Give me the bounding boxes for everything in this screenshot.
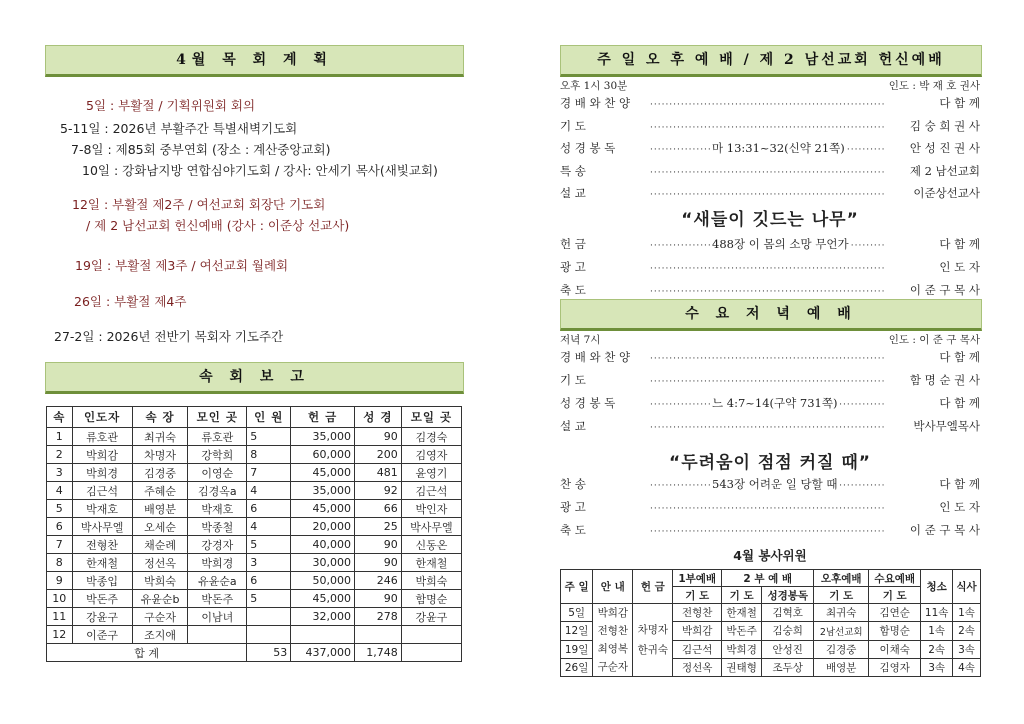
table-cell: 박사무엘 — [401, 518, 461, 536]
order-person: 인 도 자 — [939, 260, 980, 274]
col-subheader: 기 도 — [673, 587, 722, 604]
evening-service-header: 수 요 저 녁 예 배 — [560, 299, 982, 331]
table-cell: 박희숙 — [401, 572, 461, 590]
order-label: 경 배 와 찬 양 — [560, 96, 631, 110]
table-cell: 박돈주 — [188, 590, 247, 608]
leader-dots — [650, 372, 885, 390]
order-person: 이준상선교사 — [913, 186, 980, 200]
order-label: 광 고 — [560, 260, 586, 274]
plan-item: 12일 : 부활절 제2주 / 여선교회 회장단 기도회 — [72, 197, 326, 212]
table-cell: 2 — [47, 446, 73, 464]
leader-dots — [650, 522, 885, 540]
order-label: 기 도 — [560, 373, 586, 387]
plan-item: / 제 2 남선교회 헌신예배 (강사 : 이준상 선교사) — [86, 218, 350, 233]
table-cell: 60,000 — [291, 446, 355, 464]
table-header-row — [47, 407, 462, 428]
cell: 김근석 — [673, 640, 722, 658]
plan-item: 10일 : 강화남지방 연합심야기도회 / 강사: 안세기 목사(새빛교회) — [82, 163, 438, 178]
table-row — [47, 554, 462, 572]
total-label: 합 계 — [47, 644, 247, 662]
table-cell: 4 — [47, 482, 73, 500]
table-row — [47, 500, 462, 518]
table-cell: 40,000 — [291, 536, 355, 554]
order-label: 헌 금 — [560, 237, 586, 251]
col-header: 주 일 — [561, 570, 593, 604]
table-cell: 이영순 — [188, 464, 247, 482]
col-header: 오후예배 — [814, 570, 869, 587]
table-cell: 30,000 — [291, 554, 355, 572]
table-cell: 강경자 — [188, 536, 247, 554]
col-header: 청소 — [921, 570, 953, 604]
order-label: 광 고 — [560, 500, 586, 514]
cell: 박희감 — [673, 622, 722, 640]
col-header: 속 장 — [132, 407, 188, 428]
cell: 김경중 — [814, 640, 869, 658]
table-cell — [291, 626, 355, 644]
table-cell: 4 — [247, 482, 291, 500]
table-cell: 윤영기 — [401, 464, 461, 482]
plan-item: 7-8일 : 제85회 중부연회 (장소 : 계산중앙교회) — [71, 142, 331, 157]
afternoon-time: 오후 1시 30분 — [560, 80, 628, 92]
cell: 김혁호 — [762, 604, 814, 622]
order-detail: 느 4:7~14(구약 731쪽) — [712, 396, 838, 410]
table-cell: 278 — [355, 608, 402, 626]
order-row — [560, 395, 980, 411]
col-header: 식사 — [953, 570, 981, 604]
table-row — [47, 446, 462, 464]
table-cell: 채순례 — [132, 536, 188, 554]
cell: 권태형 — [722, 658, 762, 676]
table-cell: 박희경 — [72, 464, 132, 482]
order-label: 축 도 — [560, 523, 586, 537]
cell: 4속 — [953, 658, 981, 676]
table-cell: 강윤구 — [72, 608, 132, 626]
table-cell: 박재호 — [72, 500, 132, 518]
leader-dots — [650, 118, 885, 136]
cell: 1속 — [953, 604, 981, 622]
table-row — [47, 608, 462, 626]
table-cell: 7 — [247, 464, 291, 482]
table-cell: 박사무엘 — [72, 518, 132, 536]
order-row — [560, 95, 980, 111]
total-row — [47, 644, 462, 662]
cell: 3속 — [921, 658, 953, 676]
order-label: 성 경 봉 독 — [560, 396, 616, 410]
col-header: 1부예배 — [673, 570, 722, 587]
order-detail: 488장 이 몸의 소망 무언가 — [712, 237, 849, 251]
order-detail: 마 13:31~32(신약 21쪽) — [712, 141, 845, 155]
offering-name: 차명자 — [637, 624, 669, 636]
total-bible: 1,748 — [355, 644, 402, 662]
table-cell: 66 — [355, 500, 402, 518]
table-cell: 90 — [355, 428, 402, 446]
table-cell: 6 — [47, 518, 73, 536]
col-header: 2 부 예 배 — [722, 570, 814, 587]
table-cell: 50,000 — [291, 572, 355, 590]
table-cell: 유윤순b — [132, 590, 188, 608]
order-person: 김 숭 희 권 사 — [909, 118, 980, 133]
cell: 정선옥 — [673, 658, 722, 676]
cell: 함명순 — [869, 622, 921, 640]
table-cell: 정선옥 — [132, 554, 188, 572]
table-row — [47, 428, 462, 446]
cell: 19일 — [561, 640, 593, 658]
col-header: 헌 금 — [633, 570, 673, 604]
col-subheader: 기 도 — [869, 587, 921, 604]
table-cell: 한재철 — [401, 554, 461, 572]
table-cell: 200 — [355, 446, 402, 464]
col-header: 모일 곳 — [401, 407, 461, 428]
table-row — [47, 482, 462, 500]
cell: 2남선교회 — [814, 622, 869, 640]
table-cell: 3 — [47, 464, 73, 482]
table-cell: 5 — [247, 428, 291, 446]
table-cell: 45,000 — [291, 464, 355, 482]
cell: 김영자 — [869, 658, 921, 676]
cell: 안성진 — [762, 640, 814, 658]
table-cell: 전형찬 — [72, 536, 132, 554]
table-cell: 박돈주 — [72, 590, 132, 608]
table-cell: 246 — [355, 572, 402, 590]
table-cell: 박인자 — [401, 500, 461, 518]
table-cell: 김경옥a — [188, 482, 247, 500]
afternoon-sermon-title: “새들이 깃드는 나무” — [681, 210, 859, 230]
order-label: 찬 송 — [560, 477, 586, 491]
table-cell: 90 — [355, 536, 402, 554]
order-person: 함 명 순 권 사 — [909, 373, 980, 387]
guide-name: 최영복 — [597, 643, 628, 655]
cell: 최귀숙 — [814, 604, 869, 622]
table-row — [47, 626, 462, 644]
total-offering: 437,000 — [291, 644, 355, 662]
table-cell — [247, 626, 291, 644]
order-row — [560, 163, 980, 179]
order-person: 다 함 께 — [939, 237, 980, 251]
table-cell: 주혜순 — [132, 482, 188, 500]
order-row — [560, 236, 980, 252]
table-cell: 이남녀 — [188, 608, 247, 626]
table-cell: 35,000 — [291, 428, 355, 446]
cell: 박돈주 — [722, 622, 762, 640]
cell: 11속 — [921, 604, 953, 622]
leader-dots — [650, 163, 885, 181]
order-person: 이 준 구 목 사 — [909, 523, 980, 537]
table-cell: 차명자 — [132, 446, 188, 464]
table-cell: 481 — [355, 464, 402, 482]
order-row — [560, 372, 980, 388]
col-header: 성 경 — [355, 407, 402, 428]
table-cell: 박희감 — [72, 446, 132, 464]
col-header: 모인 곳 — [188, 407, 247, 428]
evening-leader: 인도 : 이 준 구 목사 — [888, 334, 980, 346]
order-row — [560, 185, 980, 201]
cell: 5일 — [561, 604, 593, 622]
cell: 김연순 — [869, 604, 921, 622]
order-label: 설 교 — [560, 186, 586, 200]
plan-item: 26일 : 부활절 제4주 — [74, 294, 187, 309]
cell: 26일 — [561, 658, 593, 676]
table-cell — [401, 626, 461, 644]
guide-cell — [593, 604, 633, 677]
table-cell: 강학희 — [188, 446, 247, 464]
plan-section-header: 4월 목 회 계 획 — [45, 45, 464, 77]
table-cell: 박종철 — [188, 518, 247, 536]
leader-dots — [650, 499, 885, 517]
order-row — [560, 418, 980, 434]
cell: 3속 — [953, 640, 981, 658]
total-people: 53 — [247, 644, 291, 662]
order-row — [560, 259, 980, 275]
order-detail: 543장 어려운 일 당할 때 — [712, 477, 838, 491]
guide-name: 전형찬 — [597, 625, 628, 637]
table-cell: 90 — [355, 590, 402, 608]
table-cell: 배영분 — [132, 500, 188, 518]
order-row — [560, 499, 980, 515]
table-cell: 11 — [47, 608, 73, 626]
order-person: 안 성 진 권 사 — [909, 141, 980, 155]
table-row — [561, 604, 981, 622]
table-cell: 6 — [247, 572, 291, 590]
order-label: 경 배 와 찬 양 — [560, 350, 631, 364]
leader-dots — [650, 418, 885, 436]
order-person: 제 2 남선교회 — [909, 163, 980, 178]
table-cell: 김영자 — [401, 446, 461, 464]
cell: 12일 — [561, 622, 593, 640]
table-cell: 35,000 — [291, 482, 355, 500]
order-label: 성 경 봉 독 — [560, 141, 616, 155]
leader-dots — [650, 259, 885, 277]
table-cell: 강윤구 — [401, 608, 461, 626]
order-person: 다 함 께 — [939, 477, 980, 491]
table-cell: 1 — [47, 428, 73, 446]
table-row — [47, 518, 462, 536]
table-cell: 5 — [47, 500, 73, 518]
table-cell: 김경숙 — [401, 428, 461, 446]
table-cell: 92 — [355, 482, 402, 500]
cell: 2속 — [921, 640, 953, 658]
order-label: 특 송 — [560, 163, 586, 178]
table-cell: 신동온 — [401, 536, 461, 554]
order-person: 이 준 구 목 사 — [909, 283, 980, 297]
col-subheader: 기 도 — [722, 587, 762, 604]
table-cell: 류호관 — [72, 428, 132, 446]
table-cell: 5 — [247, 590, 291, 608]
table-cell — [355, 626, 402, 644]
table-cell: 김근석 — [72, 482, 132, 500]
evening-sermon-title: “두려움이 점점 커질 때” — [669, 453, 871, 473]
table-cell: 김근석 — [401, 482, 461, 500]
leader-dots — [650, 349, 885, 367]
table-cell: 구순자 — [132, 608, 188, 626]
col-header: 속 — [47, 407, 73, 428]
table-header-row — [561, 570, 981, 587]
order-person: 다 함 께 — [939, 350, 980, 364]
table-cell: 최귀숙 — [132, 428, 188, 446]
offering-name: 한귀숙 — [637, 644, 669, 656]
table-cell: 한재철 — [72, 554, 132, 572]
table-cell — [247, 608, 291, 626]
col-header: 헌 금 — [291, 407, 355, 428]
col-subheader: 성경봉독 — [762, 587, 814, 604]
table-cell: 32,000 — [291, 608, 355, 626]
attendance-table — [46, 406, 462, 662]
plan-item: 5-11일 : 2026년 부활주간 특별새벽기도회 — [60, 121, 298, 136]
table-cell: 4 — [247, 518, 291, 536]
table-cell: 20,000 — [291, 518, 355, 536]
order-row — [560, 140, 980, 156]
leader-dots — [650, 95, 885, 113]
order-label: 축 도 — [560, 283, 586, 297]
table-row — [47, 590, 462, 608]
cell: 김숭희 — [762, 622, 814, 640]
table-cell: 7 — [47, 536, 73, 554]
afternoon-leader: 인도 : 박 재 호 권사 — [888, 80, 980, 92]
table-cell: 박종입 — [72, 572, 132, 590]
cell: 전형찬 — [673, 604, 722, 622]
service-committee-table — [560, 569, 981, 677]
order-person: 다 함 께 — [939, 396, 980, 410]
order-label: 기 도 — [560, 118, 586, 133]
table-row — [47, 464, 462, 482]
cell: 박희경 — [722, 640, 762, 658]
table-cell: 박재호 — [188, 500, 247, 518]
col-header: 수요예배 — [869, 570, 921, 587]
leader-dots — [650, 185, 885, 203]
table-cell: 10 — [47, 590, 73, 608]
table-cell: 6 — [247, 500, 291, 518]
cell: 조두상 — [762, 658, 814, 676]
order-person: 인 도 자 — [939, 500, 980, 514]
plan-item: 27-2일 : 2026년 전반기 목회자 기도주간 — [54, 329, 284, 344]
table-row — [47, 536, 462, 554]
table-cell: 3 — [247, 554, 291, 572]
table-cell — [188, 626, 247, 644]
table-cell: 90 — [355, 554, 402, 572]
evening-time: 저녁 7시 — [560, 334, 601, 346]
table-cell: 함명순 — [401, 590, 461, 608]
table-cell: 8 — [47, 554, 73, 572]
order-label: 설 교 — [560, 419, 586, 433]
col-header: 안 내 — [593, 570, 633, 604]
table-cell: 류호관 — [188, 428, 247, 446]
plan-item: 19일 : 부활절 제3주 / 여선교회 월례회 — [75, 258, 289, 273]
guide-name: 구순자 — [597, 661, 628, 673]
col-header: 인도자 — [72, 407, 132, 428]
table-cell: 45,000 — [291, 590, 355, 608]
table-cell: 조지애 — [132, 626, 188, 644]
table-cell: 이준구 — [72, 626, 132, 644]
order-row — [560, 118, 980, 134]
table-cell: 12 — [47, 626, 73, 644]
total-empty — [401, 644, 461, 662]
table-cell: 5 — [247, 536, 291, 554]
offering-cell — [633, 604, 673, 677]
table-cell: 오세순 — [132, 518, 188, 536]
table-cell: 박희경 — [188, 554, 247, 572]
order-row — [560, 522, 980, 538]
table-cell: 8 — [247, 446, 291, 464]
guide-name: 박희감 — [597, 607, 628, 619]
plan-item: 5일 : 부활절 / 기획위원회 회의 — [86, 98, 256, 113]
table-cell: 45,000 — [291, 500, 355, 518]
cell: 배영분 — [814, 658, 869, 676]
cell: 이채숙 — [869, 640, 921, 658]
order-person: 다 함 께 — [939, 96, 980, 110]
report-section-header: 속 회 보 고 — [45, 362, 464, 394]
order-person: 박사무엘목사 — [913, 419, 980, 433]
table-cell: 김경중 — [132, 464, 188, 482]
col-subheader: 기 도 — [814, 587, 869, 604]
table-cell: 9 — [47, 572, 73, 590]
table-cell: 유윤순a — [188, 572, 247, 590]
order-row — [560, 349, 980, 365]
leader-dots — [650, 282, 885, 300]
service-committee-title: 4월 봉사위원 — [733, 548, 807, 563]
table-cell: 박희숙 — [132, 572, 188, 590]
afternoon-service-header: 주 일 오 후 예 배 / 제 2 남선교회 헌신예배 — [560, 45, 982, 77]
cell: 한재철 — [722, 604, 762, 622]
col-header: 인 원 — [247, 407, 291, 428]
table-cell: 25 — [355, 518, 402, 536]
order-row — [560, 282, 980, 298]
order-row — [560, 476, 980, 492]
cell: 1속 — [921, 622, 953, 640]
table-row — [47, 572, 462, 590]
cell: 2속 — [953, 622, 981, 640]
